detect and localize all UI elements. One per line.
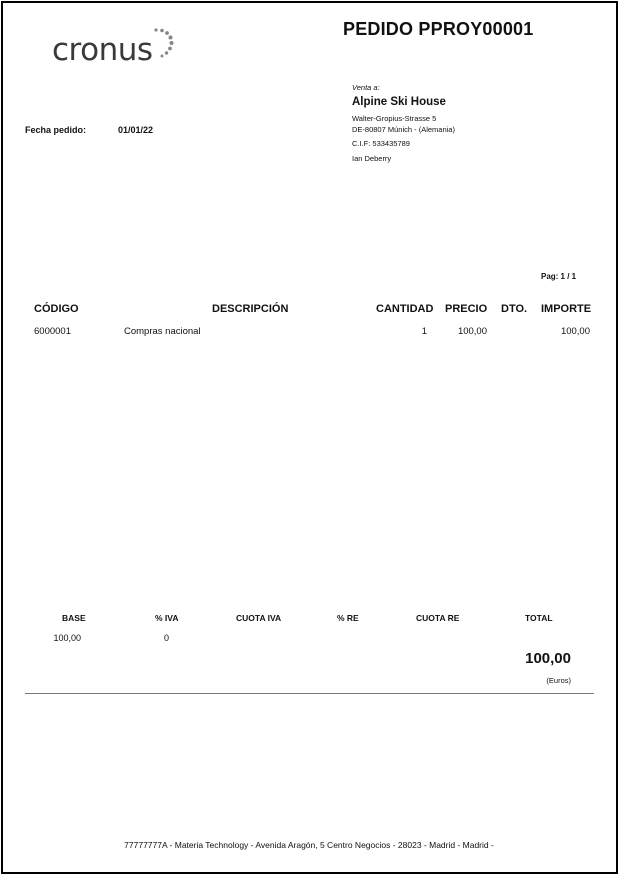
totals-divider	[25, 693, 594, 694]
line-code: 6000001	[34, 326, 71, 337]
line-price: 100,00	[457, 326, 487, 337]
customer-contact: Ian Deberry	[352, 154, 392, 163]
customer-tax-id: C.I.F: 533435789	[352, 139, 410, 148]
customer-city: DE-80807 Múnich - (Alemania)	[352, 125, 455, 134]
totals-header-re-amount: CUOTA RE	[416, 613, 460, 623]
order-date-value: 01/01/22	[118, 125, 154, 135]
totals-base: 100,00	[53, 633, 81, 643]
totals-vat-pct: 0	[163, 633, 169, 643]
totals-header-base: BASE	[62, 613, 86, 623]
col-header-description: DESCRIPCIÓN	[212, 303, 289, 315]
totals-header-vat-amount: CUOTA IVA	[236, 613, 282, 623]
logo-dots-icon	[150, 26, 176, 60]
line-amount: 100,00	[560, 326, 590, 337]
customer-name: Alpine Ski House	[352, 96, 446, 108]
col-header-code: CÓDIGO	[34, 303, 79, 315]
order-date-label: Fecha pedido:	[25, 125, 87, 135]
totals-header-re-pct: % RE	[337, 613, 359, 623]
company-footer: 77777777A - Materia Technology - Avenida Aragón, 5 Centro Negocios - 28023 - Madrid - Madrid -	[124, 840, 494, 850]
totals-header-total: TOTAL	[525, 613, 553, 623]
customer-street: Walter-Gropius-Strasse 5	[352, 114, 437, 123]
order-title: PEDIDO PPROY00001	[343, 19, 534, 39]
currency-note: (Euros)	[546, 676, 571, 685]
company-logo: cronus	[52, 32, 153, 68]
line-description: Compras nacional	[124, 326, 201, 337]
col-header-price: PRECIO	[445, 303, 488, 315]
page-number: Pag: 1 / 1	[541, 272, 577, 281]
col-header-quantity: CANTIDAD	[376, 303, 434, 315]
line-quantity: 1	[421, 326, 427, 337]
col-header-amount: IMPORTE	[541, 303, 592, 315]
sold-to-heading: Venta a:	[352, 83, 380, 92]
grand-total: 100,00	[525, 650, 571, 667]
totals-header-vat-pct: % IVA	[155, 613, 179, 623]
document-page	[1, 1, 618, 874]
col-header-discount: DTO.	[501, 303, 528, 315]
